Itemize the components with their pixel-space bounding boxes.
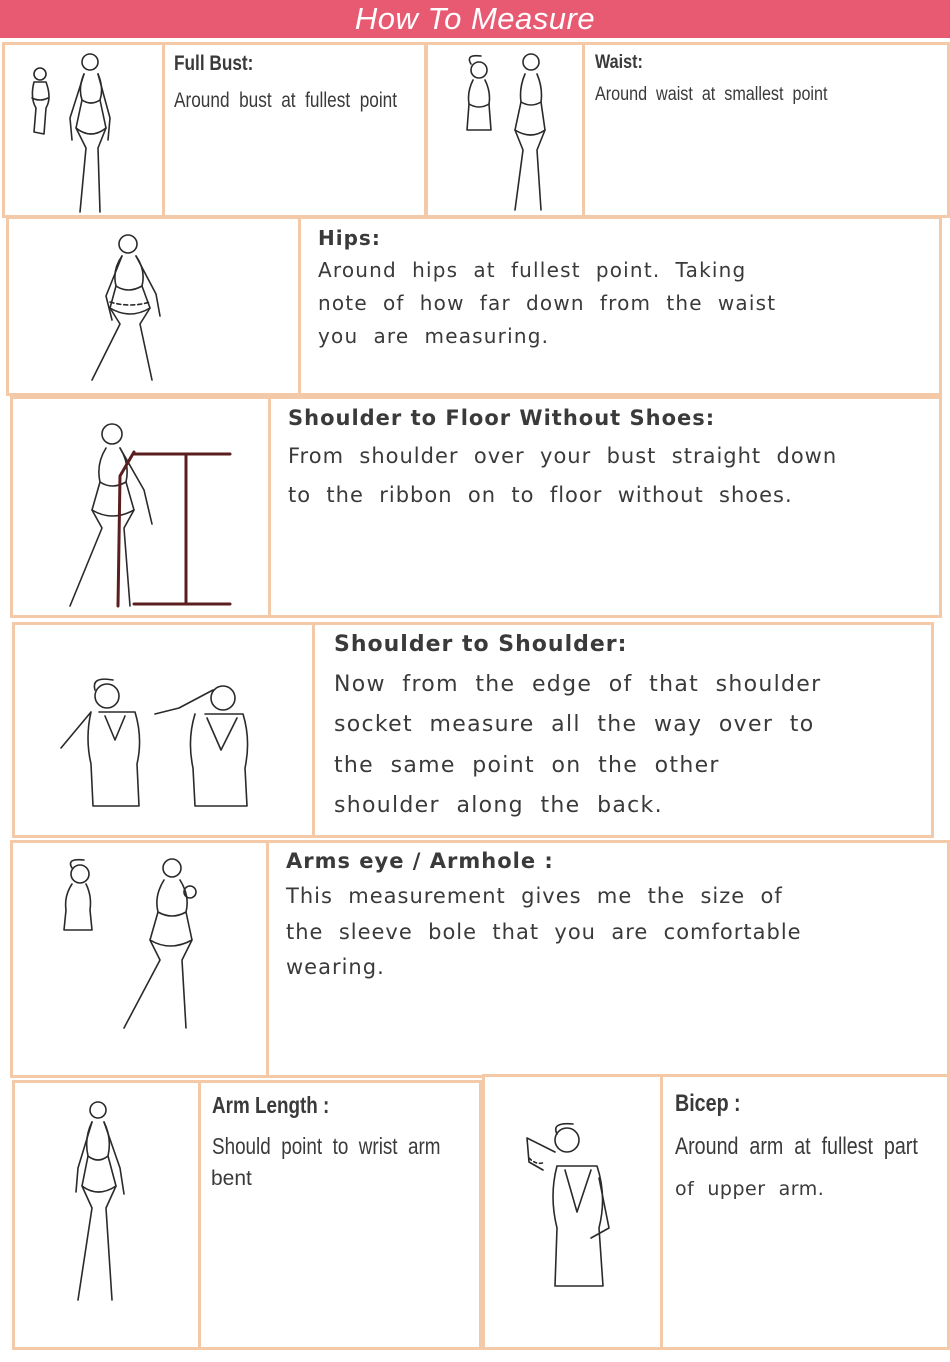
bicep-title: Bicep : bbox=[675, 1090, 741, 1117]
shoulder-to-shoulder-line-1: Now from the edge of that shoulder bbox=[334, 672, 822, 697]
waist-body: Around waist at smallest point bbox=[595, 84, 828, 105]
arm-length-illustration bbox=[50, 1094, 150, 1308]
arm-length-line-2: bent bbox=[211, 1167, 252, 1190]
armhole-line-2: the sleeve bole that you are comfortable bbox=[286, 920, 802, 944]
shoulder-to-shoulder-title: Shoulder to Shoulder: bbox=[334, 632, 628, 657]
bicep-illustration bbox=[515, 1118, 635, 1298]
hips-line-2: note of how far down from the waist bbox=[318, 291, 777, 315]
page-title: How To Measure bbox=[354, 1, 596, 36]
shoulder-to-shoulder-line-4: shoulder along the back. bbox=[334, 793, 663, 818]
arm-length-line-1: Should point to wrist arm bbox=[212, 1133, 441, 1159]
shoulder-to-shoulder-illustration bbox=[55, 668, 275, 816]
shoulder-to-shoulder-line-2: socket measure all the way over to bbox=[334, 712, 815, 737]
full-bust-title: Full Bust: bbox=[174, 52, 254, 75]
armhole-line-1: This measurement gives me the size of bbox=[286, 884, 783, 908]
shoulder-to-floor-title: Shoulder to Floor Without Shoes: bbox=[288, 406, 716, 430]
hips-line-3: you are measuring. bbox=[318, 324, 550, 348]
armhole-illustration bbox=[40, 852, 220, 1034]
hips-illustration bbox=[70, 224, 200, 389]
armhole-title: Arms eye / Armhole : bbox=[286, 849, 554, 873]
waist-illustration bbox=[445, 48, 575, 216]
hips-line-1: Around hips at fullest point. Taking bbox=[318, 258, 747, 282]
shoulder-to-floor-line-2: to the ribbon on to floor without shoes. bbox=[288, 483, 793, 507]
shoulder-to-floor-illustration bbox=[40, 410, 240, 612]
shoulder-to-floor-line-1: From shoulder over your bust straight down bbox=[288, 444, 838, 468]
hips-title: Hips: bbox=[318, 226, 381, 250]
page-title-banner bbox=[0, 0, 950, 38]
shoulder-to-shoulder-line-3: the same point on the other bbox=[334, 753, 720, 778]
armhole-line-3: wearing. bbox=[286, 955, 385, 979]
arm-length-title: Arm Length : bbox=[212, 1092, 330, 1118]
bicep-line-2: of upper arm. bbox=[675, 1178, 825, 1200]
full-bust-illustration bbox=[20, 48, 155, 216]
waist-title: Waist: bbox=[595, 52, 643, 73]
full-bust-body: Around bust at fullest point bbox=[174, 89, 398, 112]
bicep-line-1: Around arm at fullest part bbox=[675, 1133, 918, 1160]
